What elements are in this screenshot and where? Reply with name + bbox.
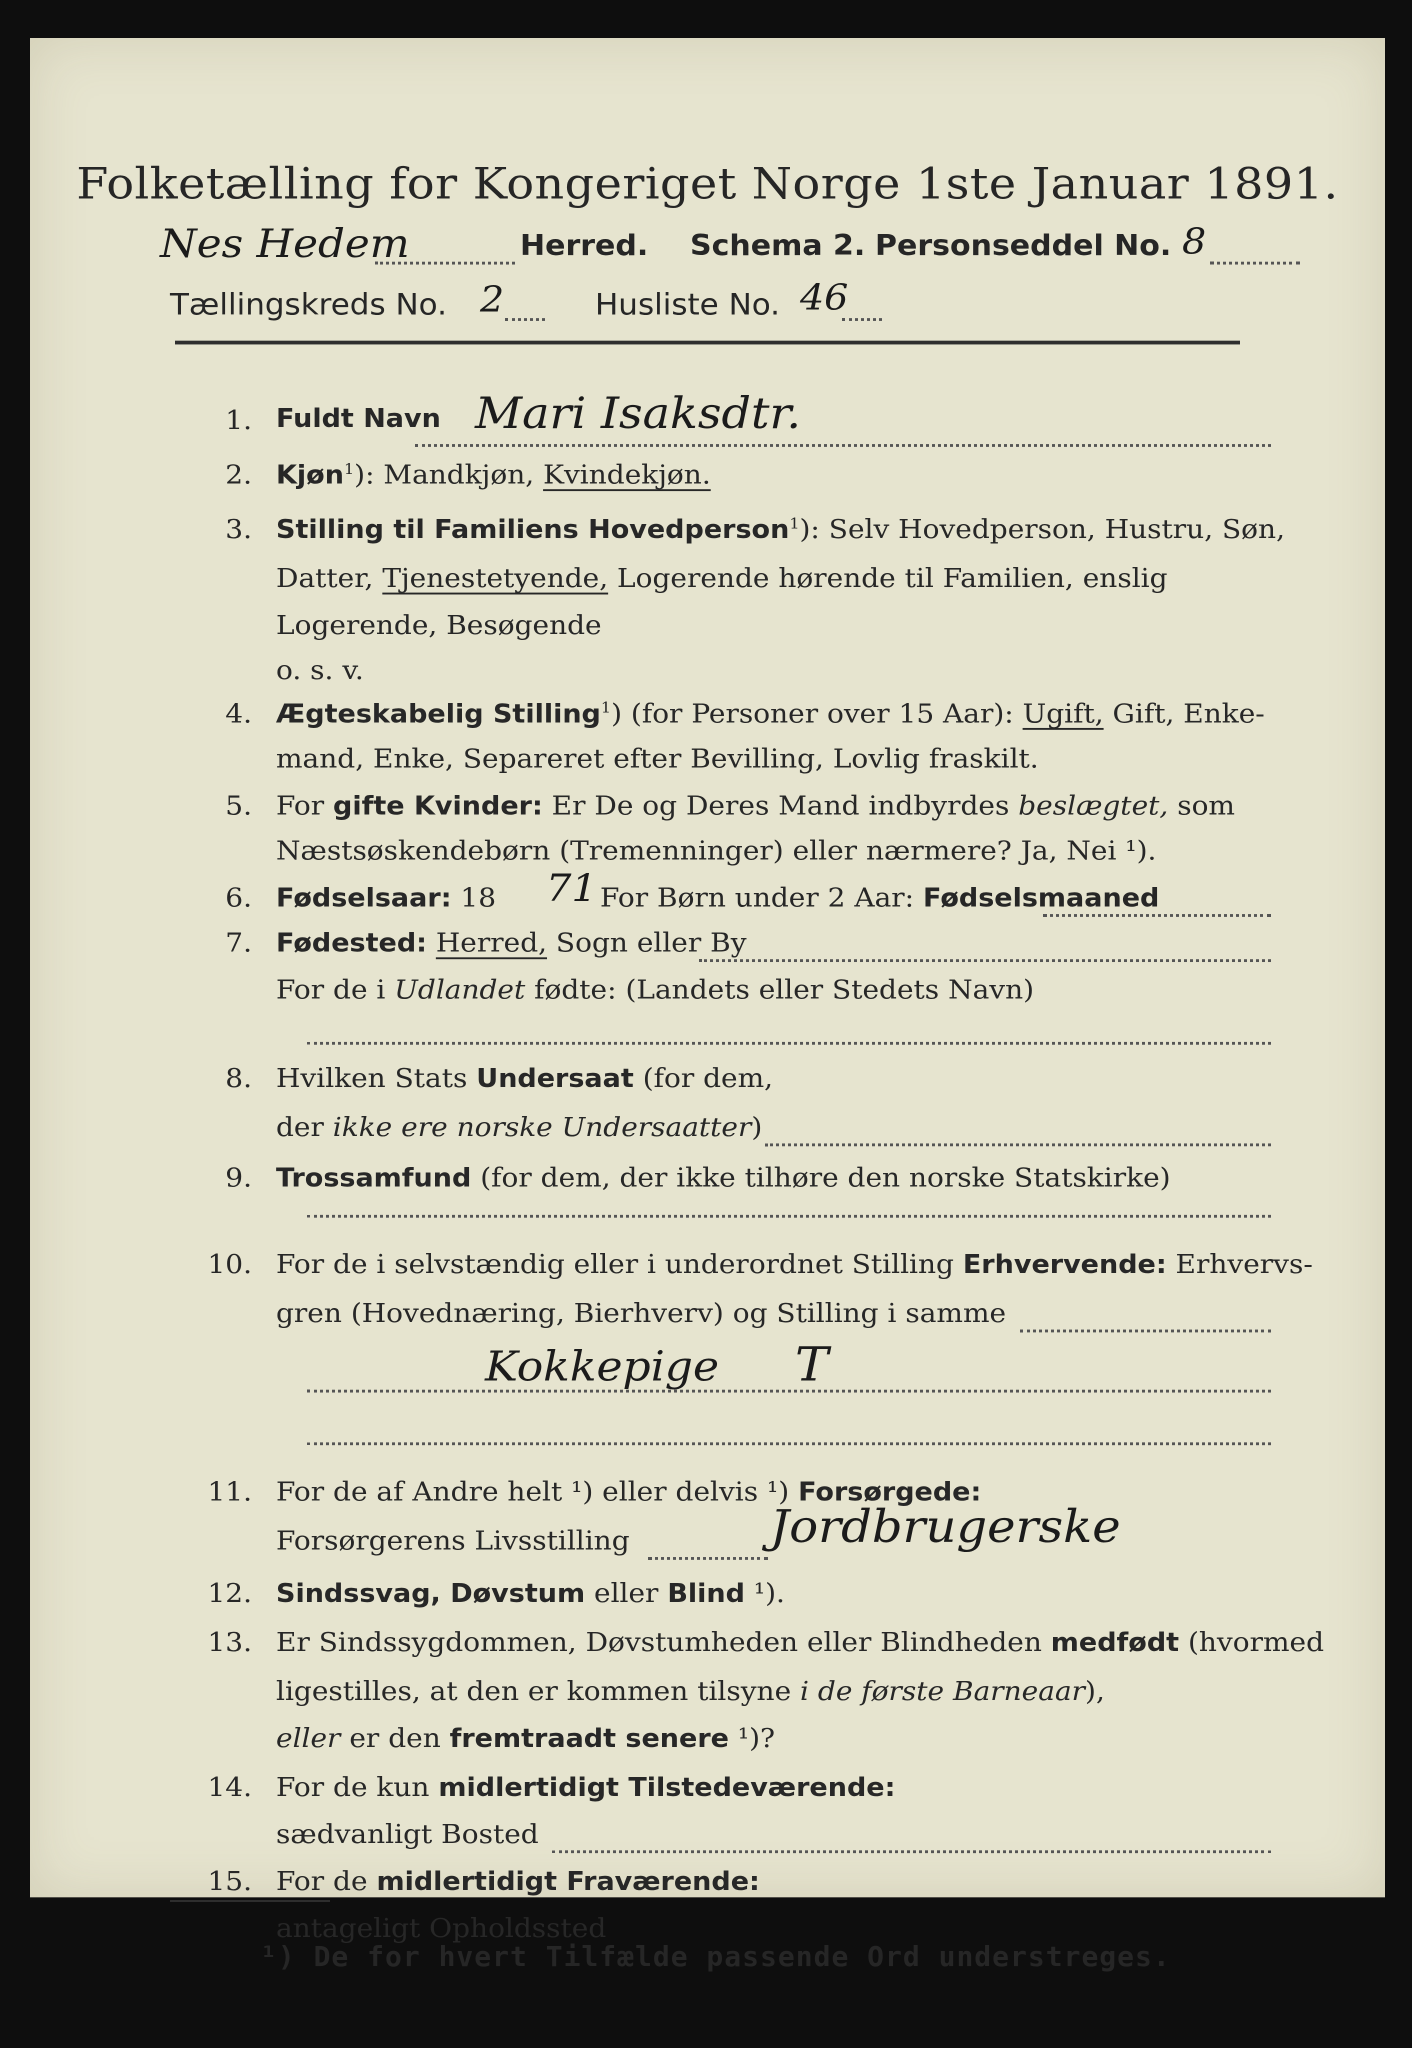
q10-line1-a: For de i selvstændig eller i underordnet Stilling bbox=[276, 1248, 963, 1280]
q13-number: 13. bbox=[207, 1626, 252, 1658]
q6-label2: Fødselsmaaned bbox=[922, 884, 1160, 914]
q10-dots-1 bbox=[1020, 1330, 1271, 1333]
q5-pre: For bbox=[276, 790, 334, 822]
q11-number: 11. bbox=[207, 1476, 252, 1508]
footnote-rule bbox=[170, 1900, 330, 1902]
q11-line1-a: For de af Andre helt ¹) eller delvis ¹) bbox=[276, 1476, 799, 1508]
q9-number: 9. bbox=[225, 1162, 252, 1194]
q7-dots bbox=[699, 959, 1271, 962]
footnote-text: ¹) De for hvert Tilfælde passende Ord understreges. bbox=[260, 1940, 1171, 1973]
q1-value: Mari Isaksdtr. bbox=[475, 387, 802, 439]
q6-rest bbox=[600, 882, 1159, 913]
q1-label: Fuldt Navn bbox=[276, 404, 441, 434]
q4-label: Ægteskabelig Stilling bbox=[276, 699, 601, 729]
q13-line2-a: ligestilles, at den er kommen tilsyne bbox=[276, 1675, 801, 1707]
q3-line4: o. s. v. bbox=[276, 654, 364, 686]
q2-rest: ): Mandkjøn, bbox=[354, 459, 544, 491]
q2-sup: 1 bbox=[343, 459, 355, 478]
q10-dots-2 bbox=[307, 1390, 1271, 1393]
q9-rest: (for dem, der ikke tilhøre den norske Statskirke) bbox=[471, 1162, 1171, 1194]
q2-number: 2. bbox=[225, 459, 252, 491]
q6-prefix: 18 bbox=[451, 882, 497, 914]
q9-label: Trossamfund bbox=[276, 1164, 472, 1194]
q7-line2-b: fødte: (Landets eller Stedets Navn) bbox=[525, 974, 1035, 1006]
q14-number: 14. bbox=[207, 1771, 252, 1803]
personseddel-label: Personseddel No. bbox=[875, 229, 1172, 263]
q13-line2-italic: i de første Barneaar bbox=[800, 1675, 1086, 1707]
q5-line1: Er De og Deres Mand indbyrdes bbox=[542, 790, 1019, 822]
q11-dots bbox=[648, 1557, 768, 1560]
q8-line2-a: der bbox=[276, 1111, 333, 1143]
q2-selected-option: Kvindekjøn. bbox=[543, 459, 711, 491]
q5-line2: Næstsøskendebørn (Tremenninger) eller nærmere? Ja, Nei ¹). bbox=[276, 835, 1157, 867]
q8-line2-italic: ikke ere norske Undersaatter bbox=[332, 1111, 752, 1143]
q13-line1-b: (hvormed bbox=[1179, 1626, 1325, 1658]
q7-dots-2 bbox=[307, 1042, 1271, 1045]
husliste-value: 46 bbox=[800, 276, 849, 319]
q7-rest: Sogn eller By bbox=[547, 927, 747, 959]
footnote-area bbox=[30, 1900, 1385, 2010]
q5-label: gifte Kvinder: bbox=[333, 791, 543, 822]
q4-number: 4. bbox=[225, 697, 252, 729]
census-form-sheet bbox=[30, 38, 1385, 1944]
q3-line2-a: Datter, bbox=[276, 562, 383, 594]
q2-label: Kjøn bbox=[276, 461, 344, 491]
q13-label: medfødt bbox=[1050, 1628, 1180, 1658]
q7-label: Fødested: bbox=[276, 929, 427, 959]
q1-dots bbox=[415, 444, 1271, 447]
kreds-value: 2 bbox=[480, 278, 505, 320]
kreds-label: Tællingskreds No. bbox=[170, 288, 447, 322]
q13-line3-b: ¹)? bbox=[728, 1722, 776, 1754]
kreds-line bbox=[170, 276, 1170, 329]
q3-label: Stilling til Familiens Hovedperson bbox=[276, 515, 790, 545]
schema-label: Schema 2. bbox=[690, 229, 866, 263]
q4-selected-option: Ugift, bbox=[1022, 697, 1104, 729]
header-divider bbox=[175, 341, 1240, 345]
q10-line2: gren (Hovednæring, Bierhverv) og Stilling i samme bbox=[276, 1297, 1007, 1329]
form-title: Folketælling for Kongeriget Norge 1ste Januar 1891. bbox=[76, 158, 1339, 210]
herred-value: Nes Hedem bbox=[160, 220, 410, 267]
q8-line1-b: (for dem, bbox=[633, 1062, 774, 1094]
q6-rest-text: For Børn under 2 Aar: bbox=[600, 882, 923, 914]
herred-line bbox=[160, 220, 1280, 273]
q8-label: Undersaat bbox=[476, 1064, 634, 1094]
q12-end: ¹). bbox=[744, 1577, 785, 1609]
q14-pre: For de kun bbox=[276, 1771, 439, 1803]
q10-label: Erhvervende: bbox=[962, 1250, 1167, 1280]
q13-line3-a: er den bbox=[340, 1722, 450, 1754]
husliste-dots bbox=[842, 318, 882, 321]
q6-number: 6. bbox=[225, 882, 252, 914]
kreds-dots bbox=[505, 318, 545, 321]
q13-label2: fremtraadt senere bbox=[449, 1724, 729, 1754]
q3-line3: Logerende, Besøgende bbox=[276, 609, 602, 641]
herred-dots bbox=[375, 262, 515, 265]
q12-label2: Blind bbox=[667, 1579, 745, 1609]
q3-line1: ): Selv Hovedperson, Hustru, Søn, bbox=[799, 513, 1285, 545]
q8-line1-a: Hvilken Stats bbox=[276, 1062, 477, 1094]
q15-label: midlertidigt Fraværende: bbox=[376, 1867, 760, 1897]
q12-mid: eller bbox=[585, 1577, 668, 1609]
q5-italic: beslægtet, bbox=[1018, 790, 1169, 822]
husliste-label: Husliste No. bbox=[595, 288, 781, 322]
q3-line2-b: Logerende hørende til Familien, enslig bbox=[608, 562, 1168, 594]
q8-dots bbox=[765, 1143, 1271, 1146]
q1-number: 1. bbox=[225, 404, 252, 436]
q3-number: 3. bbox=[225, 513, 252, 545]
q12-number: 12. bbox=[207, 1577, 252, 1609]
q14-line2: sædvanligt Bosted bbox=[276, 1818, 539, 1850]
q11-label: Forsørgede: bbox=[798, 1478, 982, 1508]
q6-label: Fødselsaar: bbox=[276, 884, 452, 914]
personseddel-value: 8 bbox=[1182, 220, 1207, 262]
q10-mark: T bbox=[795, 1337, 829, 1392]
q10-line1-b: Erhvervs- bbox=[1166, 1248, 1313, 1280]
q12-label: Sindssvag, Døvstum bbox=[276, 1579, 586, 1609]
q4-line1: ) (for Personer over 15 Aar): bbox=[611, 697, 1023, 729]
q8-line2-b: ) bbox=[751, 1111, 763, 1143]
q6-value: 71 bbox=[546, 867, 597, 911]
q5-line1-end: som bbox=[1168, 790, 1235, 822]
herred-label: Herred. bbox=[520, 229, 649, 263]
q7-number: 7. bbox=[225, 927, 252, 959]
personseddel-dots bbox=[1210, 262, 1300, 265]
q13-line1-a: Er Sindssygdommen, Døvstumheden eller Blindheden bbox=[276, 1626, 1051, 1658]
q11-value: Jordbrugerske bbox=[770, 1500, 1121, 1554]
q10-number: 10. bbox=[207, 1248, 252, 1280]
q7-selected-option: Herred, bbox=[435, 927, 548, 959]
q9-dots bbox=[307, 1215, 1271, 1218]
q3-sup: 1 bbox=[789, 514, 800, 533]
q4-line1-end: Gift, Enke- bbox=[1103, 697, 1265, 729]
q5-number: 5. bbox=[225, 790, 252, 822]
q13-line3-italic: eller bbox=[276, 1722, 341, 1754]
q10-dots-3 bbox=[307, 1442, 1271, 1445]
q4-line2: mand, Enke, Separeret efter Bevilling, Lovlig fraskilt. bbox=[276, 743, 1039, 775]
q13-line2-b: ), bbox=[1085, 1675, 1105, 1707]
q4-sup: 1 bbox=[600, 698, 612, 717]
q7-line2-italic: Udlandet bbox=[394, 974, 526, 1006]
q11-line2: Forsørgerens Livsstilling bbox=[276, 1525, 630, 1557]
q3-selected-option: Tjenestetyende, bbox=[382, 562, 609, 594]
q7-line2-a: For de i bbox=[276, 974, 395, 1006]
q15-pre: For de bbox=[276, 1865, 377, 1897]
q8-number: 8. bbox=[225, 1062, 252, 1094]
q14-dots bbox=[552, 1850, 1271, 1853]
q6-dots bbox=[1043, 914, 1271, 917]
q15-number: 15. bbox=[207, 1865, 252, 1897]
q15-line2: antageligt Opholdssted bbox=[276, 1912, 607, 1944]
q14-label: midlertidigt Tilstedeværende: bbox=[438, 1773, 896, 1803]
q10-value: Kokkepige bbox=[485, 1342, 719, 1391]
